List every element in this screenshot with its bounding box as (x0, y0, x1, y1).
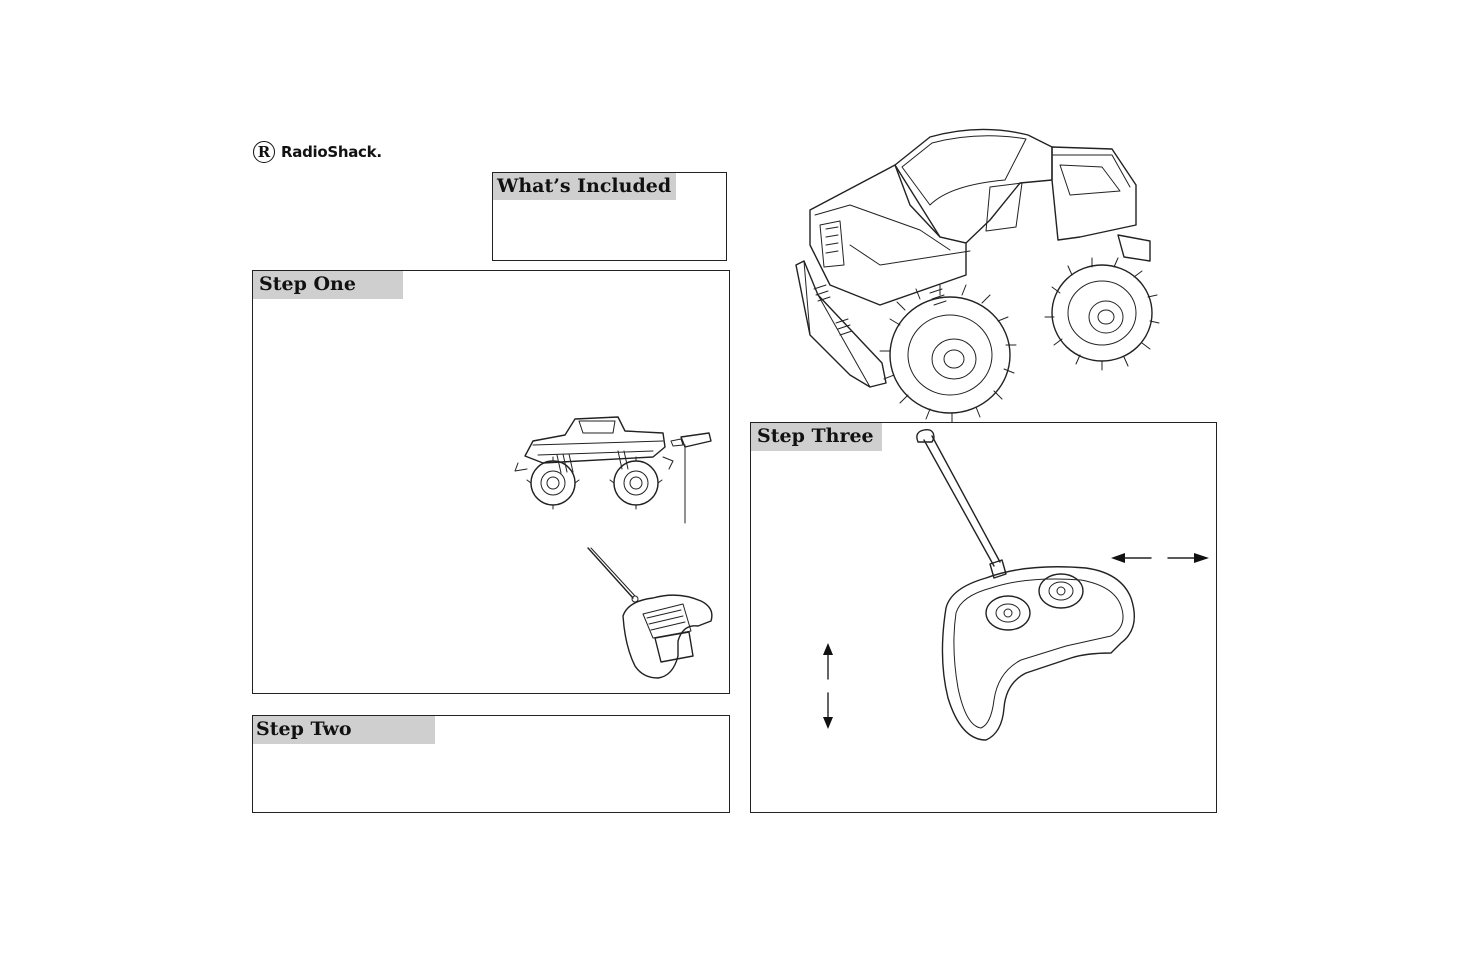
truck-battery-install-icon (513, 411, 713, 531)
registered-mark-icon: R (253, 141, 275, 163)
remote-control-icon (936, 428, 1146, 743)
whats-included-box (492, 172, 727, 261)
arrow-down-icon (821, 691, 835, 731)
whats-included-title: What’s Included (493, 173, 676, 200)
arrow-left-icon (1109, 551, 1154, 565)
step-three-box (750, 422, 1217, 813)
step-two-box (252, 715, 730, 813)
step-one-box (252, 270, 730, 694)
step-three-title: Step Three (751, 423, 882, 451)
brand-name: RadioShack. (281, 143, 382, 161)
brand-logo (253, 141, 382, 163)
step-one-title: Step One (253, 271, 403, 299)
arrow-right-icon (1166, 551, 1211, 565)
remote-battery-compartment-icon (583, 546, 723, 686)
monster-truck-icon (790, 125, 1170, 420)
step-two-title: Step Two (253, 716, 435, 744)
arrow-up-icon (821, 641, 835, 681)
